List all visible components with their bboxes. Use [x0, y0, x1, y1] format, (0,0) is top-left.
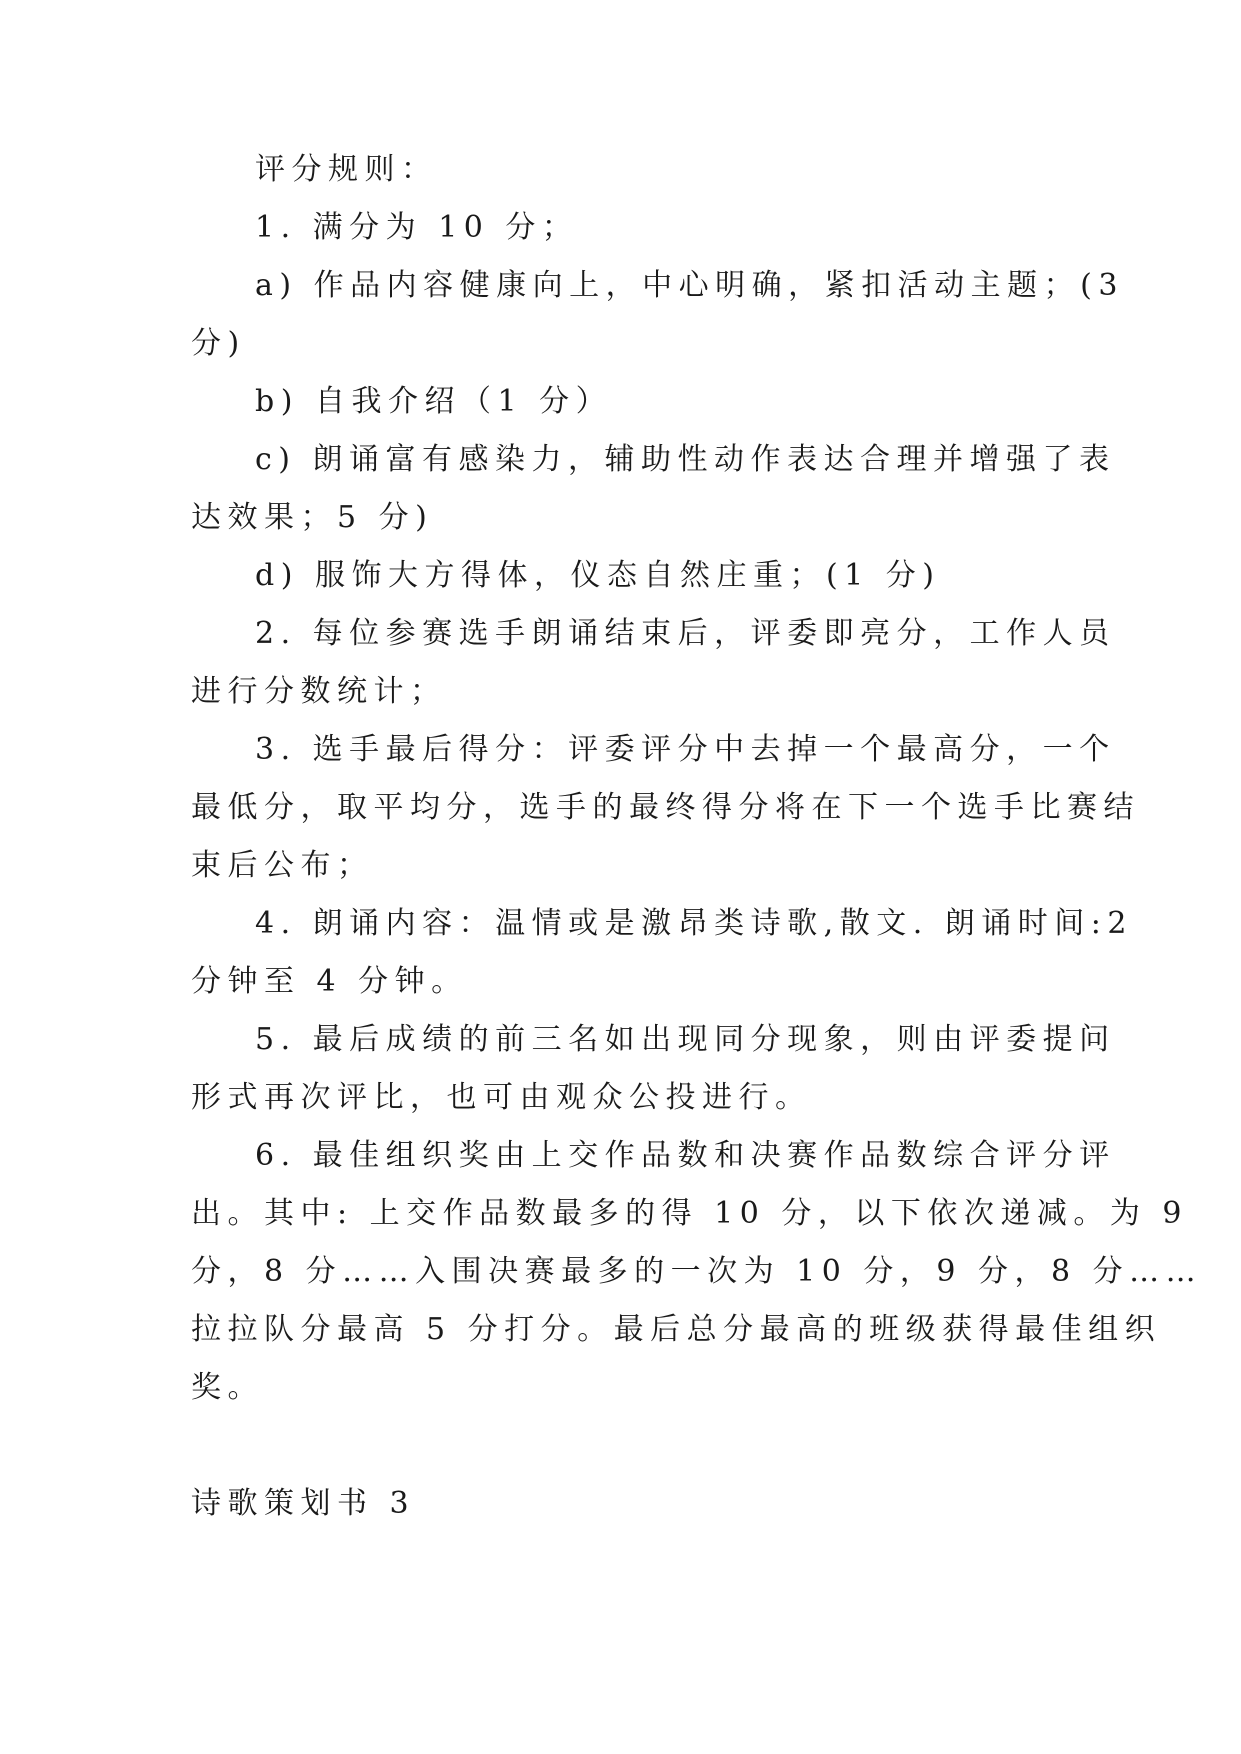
rule-1a: a) 作品内容健康向上，中心明确，紧扣活动主题；(3 [255, 268, 1124, 303]
rule-1c: c) 朗诵富有感染力，辅助性动作表达合理并增强了表 [255, 442, 1116, 477]
rule-1c-cont: 达效果；5 分) [191, 500, 434, 535]
section-title: 诗歌策划书 3 [191, 1486, 416, 1521]
rule-3-cont-1: 最低分，取平均分，选手的最终得分将在下一个选手比赛结 [191, 790, 1140, 825]
rule-3: 3. 选手最后得分：评委评分中去掉一个最高分，一个 [255, 732, 1116, 767]
rule-4: 4. 朗诵内容：温情或是激昂类诗歌,散文. 朗诵时间:2 [255, 906, 1133, 941]
rule-3-cont-2: 束后公布； [191, 848, 374, 883]
rule-5: 5. 最后成绩的前三名如出现同分现象，则由评委提问 [255, 1022, 1116, 1057]
rule-4-cont: 分钟至 4 分钟。 [191, 964, 468, 999]
rule-1d: d) 服饰大方得体，仪态自然庄重；(1 分) [255, 558, 941, 593]
rule-1a-cont: 分) [191, 326, 246, 361]
rule-1b: b) 自我介绍（1 分） [255, 384, 613, 419]
rule-6-cont-2: 分，8 分……入围决赛最多的一次为 10 分，9 分，8 分…… [191, 1254, 1203, 1289]
rule-5-cont: 形式再次评比，也可由观众公投进行。 [191, 1080, 812, 1115]
rule-6-cont-1: 出。其中: 上交作品数最多的得 10 分，以下依次递减。为 9 [191, 1196, 1189, 1231]
rule-2-cont: 进行分数统计； [191, 674, 447, 709]
rule-2: 2. 每位参赛选手朗诵结束后，评委即亮分，工作人员 [255, 616, 1116, 651]
rule-6: 6. 最佳组织奖由上交作品数和决赛作品数综合评分评 [255, 1138, 1116, 1173]
rule-6-cont-3: 拉拉队分最高 5 分打分。最后总分最高的班级获得最佳组织 [191, 1312, 1162, 1347]
rule-1: 1. 满分为 10 分； [255, 210, 579, 245]
rule-6-cont-4: 奖。 [191, 1370, 264, 1405]
rules-heading: 评分规则： [255, 152, 438, 187]
